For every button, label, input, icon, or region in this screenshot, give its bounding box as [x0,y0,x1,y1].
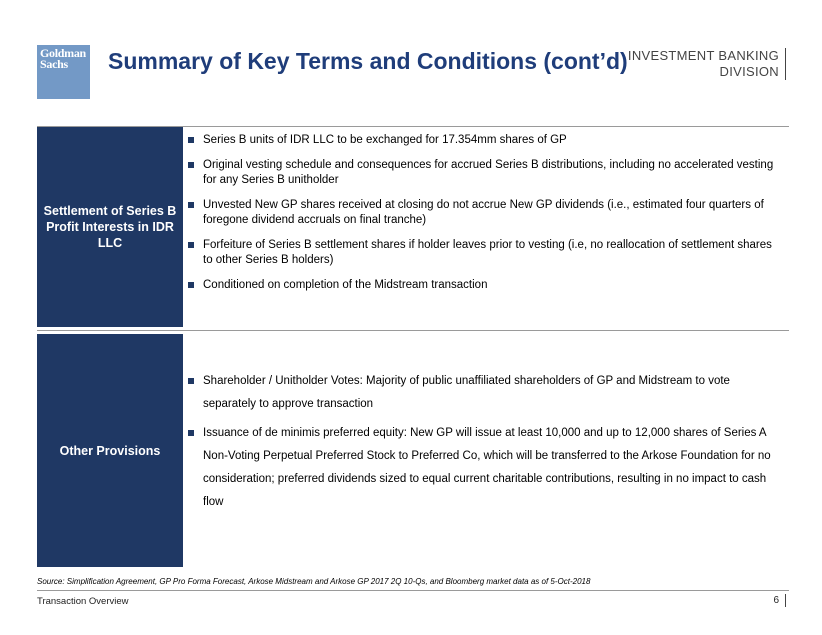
bullet-square-icon [188,430,194,436]
bullet-item [188,238,784,268]
other-provisions-bullet-list [188,370,784,520]
bullet-item [188,370,784,416]
section-label-settlement: Settlement of Series B Profit Interests in IDR LLC [37,127,183,327]
bullet-item [188,198,784,228]
bullet-square-icon [188,162,194,168]
page-number: 6 [773,594,786,607]
bullet-text: Conditioned on completion of the Midstream transaction [203,279,488,291]
settlement-bullet-list [188,133,784,303]
bullet-text: Forfeiture of Series B settlement shares if holder leaves prior to vesting (i.e, no reallocation of settlement shares to other Series B holders) [203,239,772,266]
footer-section-name: Transaction Overview [37,596,129,607]
bullet-square-icon [188,202,194,208]
page-title: Summary of Key Terms and Conditions (cont’d) [108,48,628,74]
bullet-text: Series B units of IDR LLC to be exchanged for 17.354mm shares of GP [203,134,567,146]
logo-line-1: Goldman [40,46,86,60]
bullet-text: Original vesting schedule and consequences for accrued Series B distributions, including no accelerated vesting for any Series B unitholder [203,159,774,186]
division-line-1: INVESTMENT BANKING [627,48,779,63]
bullet-text: Shareholder / Unitholder Votes: Majority of public unaffiliated shareholders of GP and Midstream to vote separately to approve transaction [203,375,730,410]
bullet-square-icon [188,282,194,288]
logo-line-2: Sachs [40,57,68,71]
bullet-text: Issuance of de minimis preferred equity: New GP will issue at least 10,000 and up to 12,000 shares of Series A Non-Voting Perpetual Preferred Stock to Preferred Co, which will be transferred to the Arkose Foundation for no consideration; preferred dividends sized to equal current charitable contributions, resulting in no impact to cash flow [203,427,771,508]
goldman-sachs-logo [37,45,90,99]
division-line-2: DIVISION [719,64,779,79]
bullet-item [188,133,784,148]
division-name [628,48,786,80]
bullet-item [188,278,784,293]
section-divider [37,330,789,331]
bullet-square-icon [188,242,194,248]
bullet-item [188,158,784,188]
section-label-other-provisions: Other Provisions [37,334,183,567]
bullet-item [188,422,784,514]
bullet-square-icon [188,137,194,143]
bullet-text: Unvested New GP shares received at closing do not accrue New GP dividends (i.e., estimated four quarters of foregone dividend accruals on final tranche) [203,199,764,226]
footer-divider [37,590,789,591]
bullet-square-icon [188,378,194,384]
source-note: Source: Simplification Agreement, GP Pro Forma Forecast, Arkose Midstream and Arkose GP 2017 2Q 10-Qs, and Bloomberg market data as of 5-Oct-2018 [37,577,591,586]
